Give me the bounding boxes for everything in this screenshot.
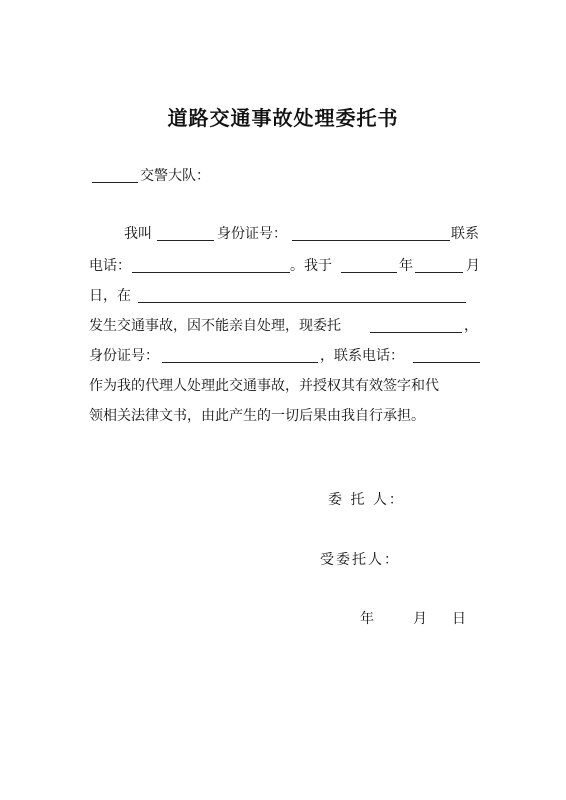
agent-signature-label: 受委托人：: [320, 552, 400, 568]
blank-year[interactable]: [341, 272, 397, 273]
addressee-line: [0, 164, 566, 188]
blank-agent-id[interactable]: [162, 362, 318, 363]
text-month: 月: [466, 258, 480, 274]
text-phone: 电话：: [89, 258, 131, 274]
body-line-4: [0, 314, 566, 338]
text-consequences: 领相关法律文书，由此产生的一切后果由我自行承担。: [89, 408, 425, 424]
body-line-1: [0, 222, 566, 246]
document-title: 道路交通事故处理委托书: [167, 106, 399, 130]
blank-agent-name[interactable]: [370, 332, 462, 333]
text-authorization: 作为我的代理人处理此交通事故，并授权其有效签字和代: [89, 378, 439, 394]
text-day-at: 日，在: [89, 288, 131, 304]
addressee-text: 交警大队：: [140, 168, 210, 184]
blank-agent-phone[interactable]: [413, 362, 480, 363]
text-contact: 联系: [451, 226, 479, 242]
body-line-6: [0, 374, 566, 398]
text-id-number: 身份证号：: [217, 226, 287, 242]
principal-signature-label: 委 托 人：: [328, 492, 405, 508]
date-month-label: 月: [413, 611, 429, 627]
blank-principal-name[interactable]: [157, 240, 214, 241]
text-agent-id: 身份证号：: [89, 348, 159, 364]
date-day-label: 日: [452, 611, 468, 627]
body-line-3: [0, 284, 566, 308]
blank-principal-phone[interactable]: [132, 272, 290, 273]
text-year: 年: [399, 258, 413, 274]
body-line-2: [0, 254, 566, 278]
text-agent-phone: ，联系电话：: [320, 348, 404, 364]
body-line-7: [0, 404, 566, 428]
body-line-5: [0, 344, 566, 368]
text-accident-entrust: 发生交通事故，因不能亲自处理，现委托: [89, 318, 341, 334]
text-my-name-is: 我叫: [124, 226, 152, 242]
text-comma: ，: [464, 318, 478, 334]
date-year-label: 年: [360, 611, 376, 627]
blank-month[interactable]: [415, 272, 463, 273]
blank-accident-location[interactable]: [138, 302, 466, 303]
blank-police-unit[interactable]: [92, 182, 138, 183]
text-on-date: 。我于: [290, 258, 332, 274]
blank-principal-id[interactable]: [292, 240, 450, 241]
